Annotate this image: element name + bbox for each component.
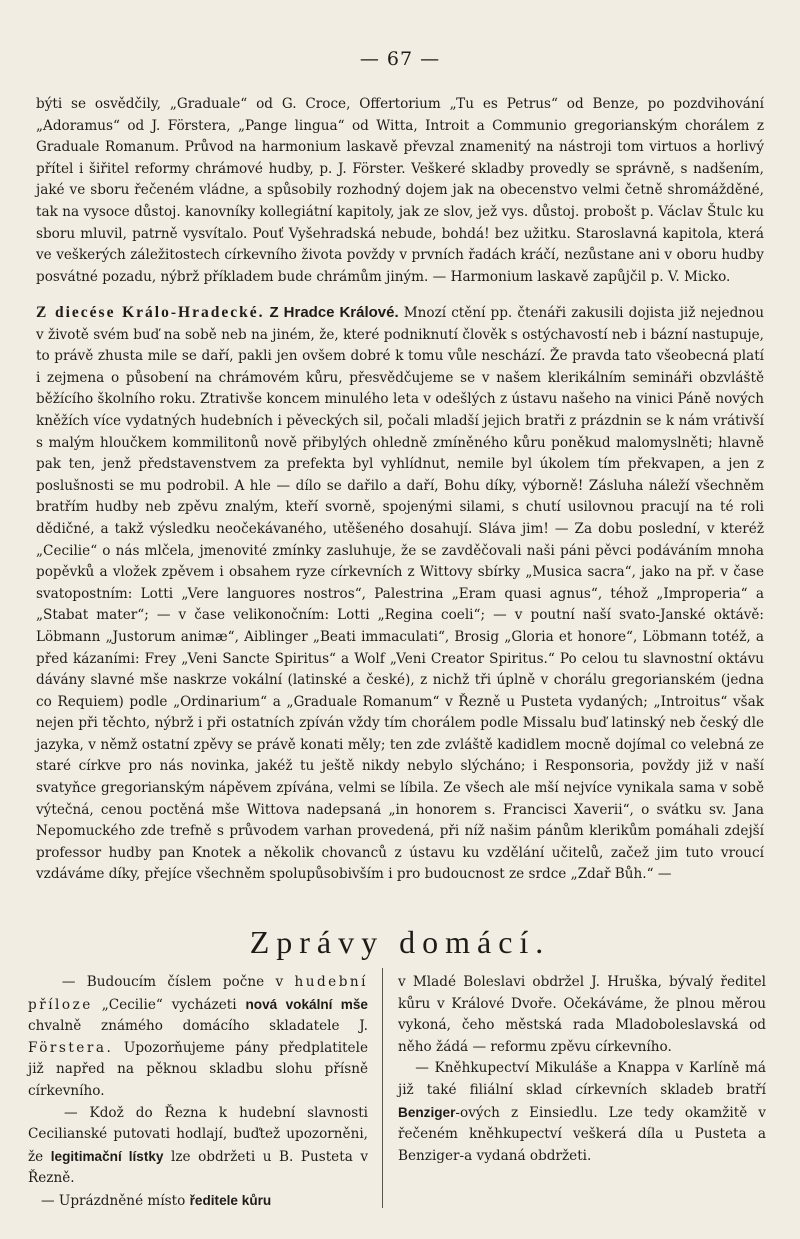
diocese-section <box>36 302 764 886</box>
news-item-new-mass: — Budoucím číslem počne v hudební příloze „Cecilie“ vycházeti nová vokální mše chvalně známého domácího skladatele J. Förstera. Upozorňujeme pány předplatitele již napřed na pěknou skladbu slohu přísně církevního. <box>28 974 369 1099</box>
intro-paragraph: býti se osvědčily, „Graduale“ od G. Croce, Offertorium „Tu es Petrus“ od Benze, po pozdvihování „Adoramus“ od J. Förstera, „Pange lingua“ od Witta, Introit a Communio gregorianským chorálem z Graduale Romanum. Průvod na harmonium laskavě převzal znamenitý na nástroji tom virtuos a horlivý přítel i šiřitel reformy chrámové hudby, p. J. Förster. Veškeré skladby provedly se správně, s nadšením, jaké ve sboru řečeném vládne, a spůsobily rozhodný dojem jak na obecenstvo velmi četně shromážděné, tak na vysoce důstoj. kanovníky kollegiátní kapitoly, jak ze slov, jež vys. důstoj. probošt p. Václav Štulc ku sboru mluvil, patrně vysvítalo. Pouť Vyšehradská nebude, bohdá! bez užitku. Staroslavná kapitola, která ve veškerých záležitostech církevního života povždy v prvních řadách kráčí, nezůstane ani v oboru hudby posvátné pozadu, nýbrž příkladem bude chrámům jiným. — Harmonium laskavě zapůjčil p. V. Micko. <box>36 96 764 285</box>
diocese-text: Mnozí ctění pp. čtenáři zakusili dojista již nejednou v životě svém buď na sobě neb na jiném, že, které podniknutí člověk s ostýchavostí neb i bázní nastupuje, to právě zhusta mile se daří, pakli jen ovšem dobré k tomu vůle neschází. Že pravda tato všeobecná platí i zejmena o působení na chrámovém kůru, přesvědčujeme se v našem klerikálním semináři obzvláště běžícího školního roku. Ztrativše koncem minulého leta v odešlých z ústavu našeho na vinici Páně nových kněžích více vydatných hudebních i pěveckých sil, počali mladší jejich bratři z prázdnin se k nám vrátivší s malým hloučkem kommilitonů nově přibylých ohledně zmíněného kůru poněkud malomyslněti; hlavně pak ten, jenž představenstvem za prefekta byl vyhlídnut, nemile byl úkolem tím překvapen, a jen z poslušnosti se mu podrobil. A hle — dílo se dařilo a daří, Bohu díky, výborně! Zásluha náleží všechněm bratřím hudby neb zpěvu znalým, kteří svorně, spojenými silami, s chutí usilovnou pracují na té roli dědičné, a takž výsledku neočekávaného, utěšeného dosahují. Sláva jim! — Za dobu poslední, v kteréž „Cecilie“ o nás mlčela, jmenovité zmínky zasluhuje, že se zavděčovali naši páni pěvci podáváním mnoha popěvků a vložek zpěvem i obsahem ryze církevních z Wittovy sbírky „Musica sacra“, jako na př. v čase svatopostním: Lotti „Vere languores nostros“, Palestrina „Eram quasi agnus“, téhož „Improperia“ a „Stabat mater“; — v čase velikonočním: Lotti „Regina coeli“; — v poutní naší svato-Janské oktávě: Löbmann „Justorum animæ“, Aiblinger „Beati immaculati“, Brosig „Gloria et honore“, Löbmann totéž, a před kázaními: Frey „Veni Sancte Spiritus“ a Wolf „Veni Creator Spiritus.“ Po celou tu slavnostní oktávu dávány slavné mše naskrze vokální (latinské a české), z nichž tři úplně v chorálu gregorianském (jedna co Requiem) podle „Ordinarium“ a „Graduale Romanum“ v Řezně u Pusteta vydaných; „Introitus“ však nejen při těchto, nýbrž i při ostatních zpíván vždy tím chorálem podle Missalu buď latinský neb český dle jazyka, v němž ostatní zpěvy se právě konati měly; ten zde zvláště kadidlem mocně dojímal co velebná ze staré církve pro nás novinka, jakéž tu ještě nikdy nebylo slýcháno; i Responsoria, povždy již v naší svatyňce gregorianským nápěvem zpívána, velmi se líbila. Ze všech ale mší nejvíce vynikala sama v sobě výtečná, cenou poctěná mše Wittova nadepsaná „in honorem s. Francisci Xaverii“, o svátku sv. Jana Nepomuckého zde trefně s průvodem varhan provedená, při níž našim pánům klerikům pomáhali zdejší professor hudby pan Knotek a několik chovanců z ústavu ku vzdělání učitelů, začež jim tuto vroucí vzdáváme díky, přejíce všechněm spolupůsobivším i pro budoucnost ze srdce „Zdař Bůh.“ — <box>36 305 764 883</box>
diocese-paragraph <box>36 302 764 886</box>
diocese-place: Z Hradce Králové. <box>269 304 399 321</box>
news-section-title: Zprávy domácí. <box>249 924 551 960</box>
intro-paragraph-block <box>36 94 764 288</box>
page-number: — 67 — <box>359 48 441 70</box>
news-right-column <box>398 972 766 1167</box>
diocese-heading: Z diecése Králo-Hradecké. <box>36 304 265 321</box>
news-item-choir-director-cont: v Mladé Boleslavi obdržel J. Hruška, bývalý ředitel kůru v Králové Dvoře. Očekáváme, že plnou měrou vykoná, čeho městská rada Mladoboleslavská od něho žádá — reformu zpěvu církevního. <box>398 974 766 1055</box>
news-item-bookshop: — Kněhkupectví Mikuláše a Knappa v Karlíně má již také filiální sklad církevních skladeb bratří Benziger-ových z Einsiedlu. Lze tedy okamžitě v řečeném kněhkupectví veškerá díla u Pusteta a Benziger-a vydaná obdržeti. <box>398 1060 767 1164</box>
news-item-regensburg: — Kdož do Řezna k hudební slavnosti Cecilianské putovati hodlají, buďtež upozorněni, že legitimační lístky lze obdržeti u B. Pusteta v Řezně. <box>28 1104 369 1187</box>
news-item-choir-director: — Uprázdněné místo ředitele kůru <box>40 1192 272 1209</box>
news-left-column <box>28 972 368 1213</box>
column-divider <box>382 968 383 1208</box>
